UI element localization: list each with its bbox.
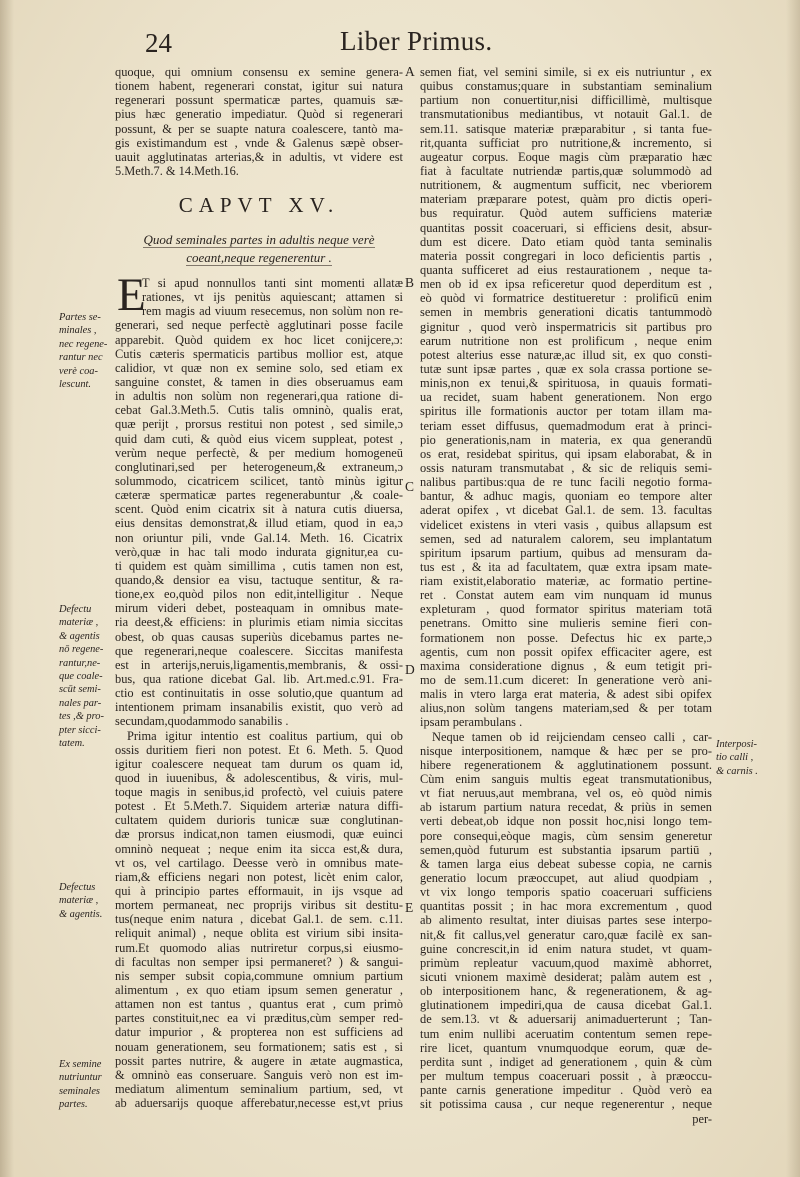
margin-note-line: & carnis . [716, 765, 758, 777]
text-line: de sem.13. vt & aduersarij animaduerterunt ; Tan- [420, 1012, 712, 1027]
text-line: mediatum alimentum seminalium partium, sed, vt [115, 1082, 403, 1097]
text-line: generatio locum præoccupet, aut aliud quodpiam , [420, 871, 712, 886]
text-line: 5.Meth.7. & 14.Meth.16. [115, 163, 239, 178]
text-line: malis in vtero larga erat materia, & adest sibi opifex [420, 687, 712, 702]
text-line: quid dam cuti, & quòd eius vicem suppleat, potest , [115, 431, 403, 446]
page-number: 24 [145, 28, 172, 58]
section-marker-letter: B [405, 275, 415, 290]
text-line: eius densitas demonstrat,& illud etiam, quod in ea,ɔ [115, 516, 403, 531]
margin-note [59, 1058, 102, 1112]
text-line: cæteræ spermaticæ partes regenerabuntur ,& coale- [115, 488, 403, 503]
margin-note-line: tatem. [59, 738, 85, 750]
text-line: est in arterijs,neruis,ligamentis,membranis, & ossi- [115, 657, 403, 672]
text-line: augeatur corpus. Eoque magis cùm præparatio hæc [420, 149, 712, 164]
text-line: materia possit congregari in loco deficientis partis , [420, 248, 712, 263]
text-line: obest, ob quas causas superiùs dicebamus partes ne- [115, 629, 403, 644]
text-line: men ob id ex ipsa reficeretur quod deperditum est , [420, 277, 712, 292]
text-line: spiritum ipsarum partium, quibus ad mensuram da- [420, 545, 712, 560]
text-line: nit,& fit callus,vel generatur caro,quæ facilè ex san- [420, 927, 712, 942]
text-line: intentionem primam insanabilis existit, quo verò ad [115, 700, 403, 715]
margin-note-line: partes. [59, 1099, 88, 1111]
text-line: quæ perijt , prorsus restitui non potest , sed simile,ɔ [115, 417, 403, 432]
text-line: sanguine constet, & tamen in dies obseruamus eam [115, 374, 403, 389]
text-line: materiam præparare potest, quàm pro dictis operi- [420, 192, 712, 207]
text-line: vt vix longo temporis spatio coaceruari sufficiens [420, 885, 712, 900]
text-line: per multum tempus coaceruari possit , à præoccu- [420, 1068, 712, 1083]
text-line: dum est dicere. Dato etiam quòd tanta seminalis [420, 234, 712, 249]
text-line: cultatem quidem durioris tunicæ suæ conglutinan- [115, 813, 403, 828]
text-line: di facultas non semper ipsi permaneret? ) & sangui- [115, 954, 403, 969]
text-line: in adultis non solùm non regenerari,qua ratione di- [115, 389, 403, 404]
text-line: pio generationis,nam in materia, ex qua generandū [420, 432, 712, 447]
chapter-heading: CAPVT XV. [178, 193, 340, 217]
text-line: generari, sed neque perfectè agglutinari posse facile [115, 318, 403, 333]
text-line: gignitur , quod verò inspermatricis sit partibus pro [420, 319, 712, 334]
catchword: per- [692, 1112, 712, 1126]
text-line: nis semper subsit copia,commune omnium partium [115, 968, 403, 983]
text-line: riam existit,elaboratio materiæ, ac formatio pertine- [420, 574, 712, 589]
margin-note-line: & agentis. [59, 908, 103, 920]
margin-note-line: rantur nec [59, 352, 103, 364]
left-column-intro [115, 65, 403, 178]
text-line: datur impurior , & propterea non est sufficiens ad [115, 1025, 403, 1040]
text-line: solummodo, cicatricem scilicet, tantò minùs igitur [115, 473, 403, 488]
margin-note-line: tes ,& pro- [59, 711, 104, 723]
text-line: qui à principio partes efformauit, in ijs vsque ad [115, 884, 403, 899]
text-line: quando,& densior ea visu, tactuque sentitur, & ra- [115, 572, 403, 587]
text-line: & tamen larga eius debeat subesse copia, ne carnis [420, 856, 712, 871]
margin-note-line: Interposi- [716, 739, 757, 750]
section-marker-letter: D [405, 662, 415, 677]
text-line: omninò nequeat ; neque enim ita sicca est,& dura, [115, 841, 403, 856]
text-line: non oriuntur pili, vnde Gal.14. Meth. 16. Cicatrix [115, 530, 403, 545]
margin-note [59, 311, 107, 391]
text-line: riam,& efficiens negari non potest, licèt enim calor, [115, 869, 403, 884]
text-line: rire licet, quantum vnumquodque eorum, quæ de- [420, 1040, 712, 1055]
margin-note-line: nō regene- [59, 644, 104, 656]
text-line: partes constituit,nec ea vi præditus,cùm semper red- [115, 1011, 403, 1026]
text-line: nalibus partibus:qua de re tunc facili negotio forma- [420, 475, 712, 490]
text-line: minis,non ex tenui,& spirituosa, in quauis formati- [420, 376, 712, 391]
text-line: reliquit animal) , neque oblita est virium sibi insita- [115, 926, 403, 941]
text-line: vt fiat neruus,aut membrana, vel os, eò quòd nimis [420, 786, 712, 801]
text-line: quanta sufficeret ad eius restaurationem , neque ta- [420, 262, 712, 277]
text-line: mortem permaneat, nec proprijs viribus sit destitu- [115, 898, 403, 913]
text-line: ret . Constat autem eam vim nunquam id munus [420, 588, 712, 603]
text-line: partium non conuertitur,nisi difficillimè, multisque [420, 93, 712, 108]
text-line: alimentum , ex quo etiam ipsum semen generatur , [115, 983, 403, 998]
margin-note-line: rantur,ne- [59, 657, 101, 669]
chapter-subtitle [115, 231, 403, 266]
text-line: verti debeat,ob idque non possit hoc,nisi longo tem- [420, 814, 712, 829]
text-line: semen in membris generationi dicatis tantummodò [420, 305, 712, 320]
text-line: ipsam perambulans . [420, 715, 523, 730]
chapter-subtitle-text: Quod seminales partes in adultis neque verè [143, 232, 375, 247]
text-line: pore consequi,eòque magis, cùm sensim generetur [420, 828, 712, 843]
text-line: formationem non posse. Defectus hic ex parte,ɔ [420, 630, 712, 645]
text-line: verùm neque perfectè, & per medium homogeneū [115, 445, 403, 460]
text-line: pius hæc generatio impediatur. Quòd si regenerari [115, 107, 403, 122]
text-line: rum.Et quomodo alias nutriretur corpus,si eiusmo- [115, 940, 403, 955]
text-line: toque magis in senibus,id profectò, vel cuiuis patere [115, 785, 403, 800]
text-line: mo de sem.11.cum diceret: In generatione verò ani- [420, 673, 712, 688]
margin-note-line: Ex semine [59, 1059, 102, 1070]
margin-note-line: nales par- [59, 697, 102, 709]
text-line: que regenerari,neque coalescere. Siccitas manifesta [115, 643, 403, 658]
text-line: expleturam , quod formator spiritus materiam totā [420, 602, 712, 617]
text-line: uauit agglutinatas arterias,& in adultis, vt videre est [115, 149, 403, 164]
margin-note-line: lescunt. [59, 379, 92, 391]
margin-note [59, 603, 104, 750]
text-line: conglutinari,sed per heterogeneum,& extraneum,ɔ [115, 459, 403, 474]
text-line: ossis duritiem fieri non potest. Et 6. Meth. 5. Quod [115, 742, 403, 757]
margin-note [59, 881, 102, 921]
text-line: tutæ sunt ipsæ partes , quæ ex sola crassa portione se- [420, 361, 712, 376]
text-line: dæ prorsus indicat,non tamen eiusmodi, quæ euinci [115, 827, 403, 842]
text-line: quibus constamus;quare in substantiam seminalium [420, 79, 712, 94]
text-line: quod in iuuenibus, & adolescentibus, & viris, mul- [115, 770, 403, 785]
margin-note-line: materiæ , [59, 895, 99, 907]
text-line: Prima igitur intentio est coalitus partium, qui ob [127, 728, 403, 743]
text-line: possit partes nutrire, & augere in ætate augmastica, [115, 1053, 403, 1068]
text-line: apparebit. Quòd quidem ex hoc licet conijcere,ɔ: [115, 332, 403, 347]
text-line: perdita sunt , indiget ad generationem , quin & cùm [420, 1054, 712, 1069]
text-line: nouam generationem, seu formationem; satis est , si [115, 1039, 403, 1054]
chapter-subtitle-text: coeant,neque regenerentur . [186, 249, 332, 265]
text-line: guine concrescit,in id enim natura studet, vt quam- [420, 941, 712, 956]
margin-note-line: nutriuntur [59, 1072, 102, 1084]
text-line: bus, qua ratione dicebat Gal. lib. Art.med.c.91. Fra- [115, 671, 403, 686]
text-line: videlicet existens in vteri vasis , quibus allapsum est [420, 517, 712, 532]
text-line: bus requiratur. Quòd autem sufficiens materiæ [420, 206, 712, 221]
chapter-subtitle-line [115, 249, 403, 267]
text-line: teriam esset diffusus, quemadmodum erat à princi- [420, 418, 712, 433]
section-marker-letter: C [405, 479, 415, 494]
margin-note-line: Partes se- [59, 312, 101, 323]
margin-note-line: scūt semi- [59, 684, 101, 696]
text-line: ria deest,& efficiens: in plurimis etiam nimia siccitas [115, 615, 403, 630]
text-line: eò quòd vi formatrice destitueretur : prolificū enim [420, 291, 712, 306]
text-line: hibere regenerationem & agglutinationem possunt. [420, 757, 712, 772]
text-line: ob interpositionem hanc, & regenerationem, & ag- [420, 984, 712, 999]
text-line: nutritionem, & augmentum sufficit, nec vberiorem [420, 178, 712, 193]
left-column-body [115, 269, 403, 1111]
margin-note-line: materiæ , [59, 617, 99, 629]
margin-note-line: nec regene- [59, 338, 108, 350]
text-line: rationes, vt ijs penitùs aquiescant; attamen si [142, 290, 403, 305]
text-line: quantitas possit ; in hac mora excrementum , quod [420, 899, 712, 914]
text-line: rit,quanta sufficiat pro nutritione,& incremento, si [420, 135, 712, 150]
text-line: ti quidem est quàm simillima , cutis tamen non est, [115, 558, 403, 573]
text-line: attamen non est tantus , quantus erat , cum primò [115, 997, 403, 1012]
text-line: semen fiat, vel semini simile, si ex eis nutriuntur , ex [420, 65, 712, 79]
text-line: alius,non solùm tangens materiam,sed & per totam [420, 701, 712, 716]
text-line: earum nutritione non est prolificum , neque enim [420, 333, 712, 348]
text-line: aderat opifex , vt dicebat Gal.1. de sem. 13. facultas [420, 503, 712, 518]
text-line: spiritus ille formationis auctor per totam illam ma- [420, 404, 712, 419]
text-line: igitur coalescere nequeat tam durum os quam id, [115, 756, 403, 771]
margin-note-line: pter sicci- [59, 724, 101, 736]
text-line: tus est , & ita ad facultatem, quæ extra ipsam mate- [420, 559, 712, 574]
text-line: nisque interpositionem, namque & hæc per se pro- [420, 743, 712, 758]
text-line: tione,ex eo,quòd pilos non edit,intelligitur . Neque [115, 587, 403, 602]
text-line: maxima consideratione dignus , & eum tetigit pri- [420, 658, 712, 673]
section-marker-letter: E [405, 900, 414, 915]
text-line: regenerari possunt spermaticæ partes, quamuis sæ- [115, 93, 403, 108]
text-line: Cùm enim sanguis multis egeat transmutationibus, [420, 772, 712, 787]
chapter-subtitle-line [115, 231, 403, 249]
text-line: bantur, & adhuc magis, quoniam eo tempore alter [420, 489, 712, 504]
text-line: verò,quæ in hac tali modo indurata gignitur,ea cu- [115, 544, 403, 559]
text-line: cebat Gal.3.Meth.5. Cutis talis omninò, qualis erat, [115, 403, 403, 418]
text-line: ab aduersarijs quoque afferebatur,necesse est,vt prius [115, 1096, 403, 1111]
text-line: ua recidet, suam habent generationem. Non ergo [420, 390, 712, 405]
text-line: quantitas possit coaceruari, si efficiens desit, absur- [420, 220, 712, 235]
text-line: sit potissima causa , cur neque regenerentur , neque [420, 1097, 712, 1112]
text-line: tum enim nullibi aceruatim contentum semen repe- [420, 1026, 712, 1041]
margin-note-line: Defectus [59, 882, 96, 893]
text-line: ab alimento resultat, inter diuisas partes sese interpo- [420, 913, 712, 928]
text-line: gis existimandum est , vnde & Galenus sæpè obser- [115, 135, 403, 150]
margin-note-line: seminales [59, 1085, 100, 1097]
text-line: ossis naturam transmutabat , & sic de reliquis semi- [420, 460, 712, 475]
text-line: tus(neque enim natura , dicebat Gal.1. de sem. c.11. [115, 912, 403, 927]
margin-note-line: minales , [59, 325, 97, 337]
text-line: T si apud nonnullos tanti sint momenti allatæ [142, 276, 403, 290]
margin-note-line: verè coa- [59, 365, 98, 377]
text-line: sem.11. satisque materiæ præparabitur , si tanta fue- [420, 121, 712, 136]
right-column-body [420, 65, 712, 1111]
text-line: glutinationem impediri,qua de causa dicebat Gal.1. [420, 998, 712, 1013]
text-line: Neque tamen ob id reijciendam censeo calli , car- [432, 729, 712, 744]
text-line: potest . Et 5.Meth.7. Siquidem arteriæ natura diffi- [115, 799, 403, 814]
text-line: primùm repleatur vacuum,quod maximè abhorret, [420, 955, 712, 970]
margin-note-line: que coale- [59, 671, 103, 683]
text-line: os erat, residebat spiritus, qui ipsam elaborabat, & in [420, 446, 712, 461]
text-line: possunt, & per se suapte natura coalescere, tantò ma- [115, 121, 403, 136]
margin-note [716, 738, 758, 778]
margin-note-line: Defectu [59, 604, 92, 615]
text-line: semen,quòd futurum est substantia ipsarum partiū , [420, 842, 712, 857]
text-line: ctio est continuitatis in osse solutio,que quantum ad [115, 686, 403, 701]
text-line: tionem habent, regenerari constat, igitur sui natura [115, 79, 403, 94]
text-line: rem magis ad viuum resecemus, non solùm non re- [142, 304, 403, 319]
margin-note-line: & agentis [59, 630, 100, 642]
text-line: scent. Quòd enim cicatrix sit à natura cutis diuersa, [115, 502, 403, 517]
text-line: Cutis cæteris spermaticis partibus mollior est, atque [115, 346, 403, 361]
text-line: pante carnis generatione impeditur . Quòd verò ea [420, 1083, 712, 1098]
text-line: fiat à facultate nutriendæ partis,quæ solummodò ad [420, 163, 712, 178]
text-line: ab istarum partium natura recedat, & priùs in semen [420, 800, 712, 815]
text-line: sicuti vnionem maximè desiderat; palàm autem est , [420, 970, 712, 984]
section-marker-letter: A [405, 64, 415, 79]
text-line: calidior, vt quæ non ex semine solo, sed etiam ex [115, 360, 403, 375]
drop-cap: E [117, 269, 146, 321]
text-line: semen, sed ad naturalem calorem, seu implantatum [420, 531, 712, 546]
text-line: & omninò eas conseruare. Sanguis verò non est im- [115, 1067, 403, 1082]
text-line: potest alterius esse naturæ,ac illud sit, ex quo consti- [420, 347, 712, 362]
margin-note-line: tio calli , [716, 752, 754, 764]
text-line: quoque, qui omnium consensu ex semine genera- [115, 65, 403, 79]
text-line: agentis, cum non possit opifex efficaciter agere, est [420, 644, 712, 659]
text-line: secundam,quodammodo sanabilis . [115, 714, 289, 729]
text-line: mirum videri debet, posteaquam in omnibus mate- [115, 601, 403, 616]
text-line: vt os, vel cartilago. Deesse verò in omnibus mate- [115, 855, 403, 870]
running-title: Liber Primus. [340, 26, 493, 56]
text-line: transmutationibus mediantibus, vt notauit Gal.1. de [420, 107, 712, 122]
text-line: penetrans. Omitto sine mulieris semine fieri con- [420, 616, 712, 631]
